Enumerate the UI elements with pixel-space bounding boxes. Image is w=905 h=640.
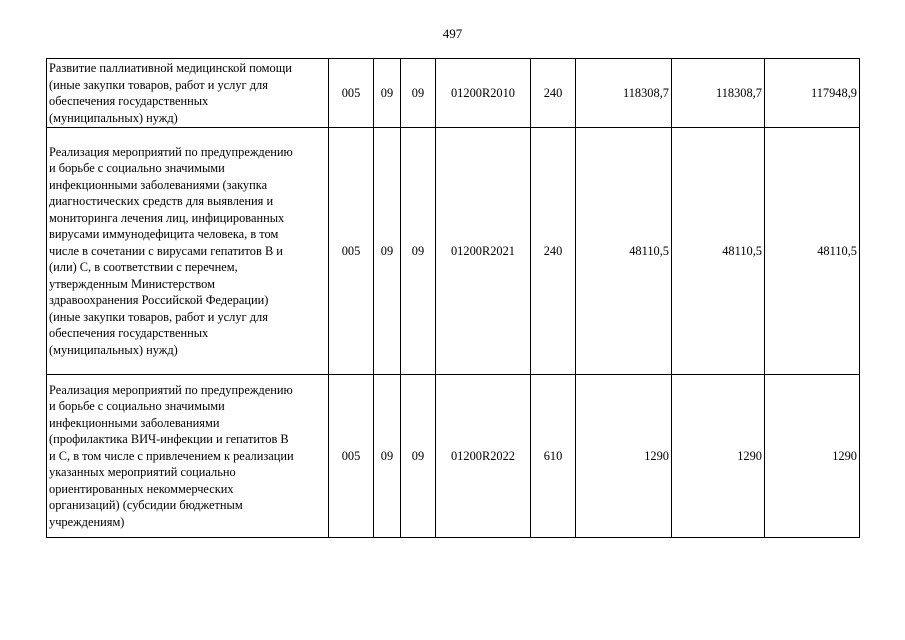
expense-type-code: 240 <box>531 59 576 128</box>
target-article-code: 01200R2010 <box>436 59 531 128</box>
section-code: 09 <box>374 59 401 128</box>
amount-3: 48110,5 <box>765 128 860 375</box>
subsection-code: 09 <box>401 375 436 538</box>
row-description: Реализация мероприятий по предупреждению и борьбе с социально значимыми инфекционными заболеваниями (закупка диагностических средств для выявления и мониторинга лечения лиц, инфицированных вирусами иммунодефицита человека, в том числе в сочетании с вирусами гепатитов B и (или) C, в соответствии с перечнем, утвержденным Министерством здравоохранения Российской Федерации) (иные закупки товаров, работ и услуг для обеспечения государственных (муниципальных) нужд) <box>47 128 329 375</box>
section-code: 09 <box>374 375 401 538</box>
table-row <box>47 375 860 538</box>
ministry-code: 005 <box>329 375 374 538</box>
row-description: Развитие паллиативной медицинской помощи (иные закупки товаров, работ и услуг для обеспечения государственных (муниципальных) нужд) <box>47 59 329 128</box>
amount-2: 118308,7 <box>672 59 765 128</box>
subsection-code: 09 <box>401 128 436 375</box>
ministry-code: 005 <box>329 59 374 128</box>
amount-1: 1290 <box>576 375 672 538</box>
section-code: 09 <box>374 128 401 375</box>
ministry-code: 005 <box>329 128 374 375</box>
amount-1: 118308,7 <box>576 59 672 128</box>
subsection-code: 09 <box>401 59 436 128</box>
expense-type-code: 240 <box>531 128 576 375</box>
page-number: 497 <box>442 26 463 41</box>
budget-table <box>46 58 860 538</box>
table-row <box>47 59 860 128</box>
target-article-code: 01200R2021 <box>436 128 531 375</box>
amount-3: 117948,9 <box>765 59 860 128</box>
table-row <box>47 128 860 375</box>
expense-type-code: 610 <box>531 375 576 538</box>
amount-2: 1290 <box>672 375 765 538</box>
amount-3: 1290 <box>765 375 860 538</box>
row-description: Реализация мероприятий по предупреждению и борьбе с социально значимыми инфекционными заболеваниями (профилактика ВИЧ-инфекции и гепатитов B и C, в том числе с привлечением к реализации указанных мероприятий социально ориентированных некоммерческих организаций) (субсидии бюджетным учреждениям) <box>47 375 329 538</box>
target-article-code: 01200R2022 <box>436 375 531 538</box>
amount-1: 48110,5 <box>576 128 672 375</box>
amount-2: 48110,5 <box>672 128 765 375</box>
